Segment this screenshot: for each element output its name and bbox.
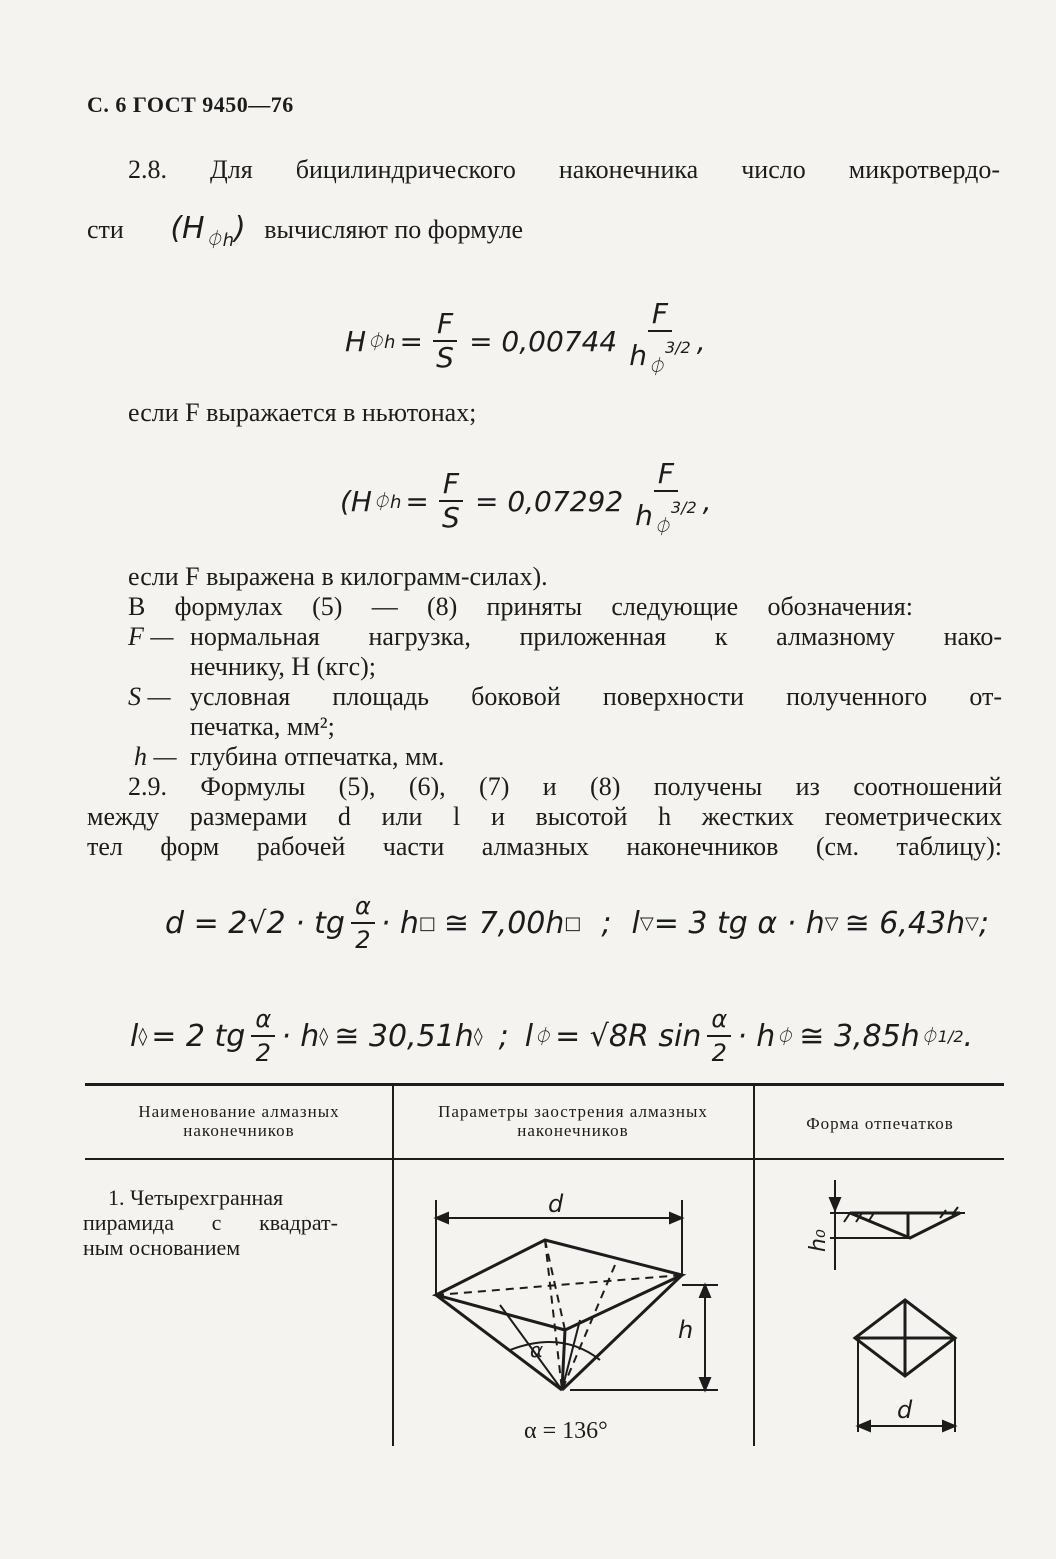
f4-b: = 2 tg: [151, 1018, 246, 1054]
label-alpha: α: [530, 1338, 544, 1362]
note-newtons: если F выражается в ньютонах;: [128, 398, 477, 427]
p28-symbol-sub: ⏀h: [204, 230, 235, 251]
f2-den2: [635, 492, 697, 542]
f3-b-sub: □: [418, 912, 436, 934]
formula-4: [130, 1005, 973, 1067]
f3-c-sub: □: [564, 912, 582, 934]
p29-line3: тел форм рабочей части алмазных наконечников (см. таблицу):: [87, 832, 1002, 861]
row1-name-line3: ным основанием: [83, 1235, 241, 1260]
p28-line2-b: вычисляют по формуле: [264, 215, 524, 244]
f4-frac2: [707, 1005, 731, 1067]
f3-frac: [351, 892, 375, 954]
p28-symbol: [170, 211, 246, 251]
p28-line2: [87, 211, 687, 256]
f2-frac2: [635, 457, 697, 542]
note-kgf: если F выражена в килограмм-силах).: [128, 562, 548, 591]
label-d2: d: [897, 1396, 913, 1424]
f3-d-sub: ▽: [639, 912, 654, 934]
f1-den2-sub: ⏀: [646, 357, 665, 378]
f4-h-sub: ⏀: [919, 1027, 938, 1048]
f3-f: ≅ 6,43h: [844, 905, 966, 941]
formula-1: [345, 297, 706, 382]
f4-h: ≅ 3,85h: [799, 1018, 920, 1054]
f1-num2: F: [648, 300, 672, 332]
f1-lhs: H: [345, 324, 367, 358]
f3-a: d = 2√2 · tg: [165, 905, 345, 941]
f2-den1: S: [442, 501, 460, 534]
p28-line2-a: сти: [87, 215, 124, 244]
f3-e: = 3 tg α · h: [653, 905, 825, 941]
p28-symbol-h: (H: [170, 211, 205, 246]
f4-num1: α: [251, 1005, 275, 1037]
table-col-divider-1: [392, 1086, 394, 1446]
f4-end: .: [963, 1018, 974, 1054]
def-f-line2: нечнику, Н (кгс);: [190, 652, 377, 681]
f2-eq: =: [405, 484, 429, 518]
f3-c: ≅ 7,00h: [443, 905, 565, 941]
f3-num: α: [351, 892, 375, 924]
th-name: Наименование алмазных наконечников: [138, 1102, 340, 1140]
formula-2: [340, 457, 712, 542]
def-h-term: h —: [134, 742, 177, 771]
label-h0: h₀: [806, 1229, 831, 1252]
f2-den2-h: h: [635, 499, 653, 532]
f4-den2: 2: [711, 1039, 727, 1067]
f2-den2-sup: 3/2: [670, 498, 697, 517]
f4-den1: 2: [255, 1039, 271, 1067]
f1-den2: [629, 332, 691, 382]
f2-frac1: [439, 467, 463, 534]
th-params: Параметры заострения алмазных наконечников: [438, 1102, 708, 1140]
row1-name-line1: 1. Четырехгранная: [108, 1185, 284, 1210]
f1-lhs-sub: ⏀h: [366, 332, 396, 353]
f4-num2: α: [707, 1005, 731, 1037]
f3-b: · h: [380, 905, 419, 941]
f4-a: l: [130, 1018, 139, 1054]
f2-tail: ,: [702, 484, 712, 518]
f1-frac2: [629, 297, 691, 382]
f2-coef: = 0,07292: [474, 484, 624, 518]
row1-name-line2: пирамида с квадрат-: [83, 1210, 338, 1235]
p28-line1: 2.8. Для бицилиндрического наконечника число микротвердо-: [128, 155, 1000, 184]
def-s-term: S —: [128, 682, 171, 711]
f1-den2-h: h: [629, 339, 647, 372]
f3-end: ;: [978, 905, 990, 941]
f1-coef: = 0,00744: [469, 324, 618, 358]
f4-c: · h: [281, 1018, 320, 1054]
f4-e: l: [524, 1018, 534, 1054]
th-shape: Форма отпечатков: [806, 1114, 954, 1133]
f4-h-sup: 1/2: [937, 1026, 964, 1046]
f3-sep: ;: [601, 905, 612, 941]
f4-d: ≅ 30,51h: [334, 1018, 474, 1054]
table-header-rule: [85, 1158, 1004, 1160]
def-s-line2: печатка, мм²;: [190, 712, 335, 741]
f4-c-sub: ◊: [319, 1025, 329, 1047]
f2-num2: F: [654, 460, 678, 492]
formula-3: [165, 892, 989, 954]
table-top-rule: [85, 1083, 1004, 1086]
legend-intro: В формулах (5) — (8) приняты следующие обозначения:: [128, 592, 913, 621]
label-h: h: [678, 1316, 694, 1344]
f2-num1: F: [439, 470, 463, 502]
f1-tail: ,: [696, 324, 706, 358]
f3-e-sub: ▽: [824, 912, 839, 934]
def-f-term: F —: [128, 622, 174, 651]
table-col-divider-2: [753, 1086, 755, 1446]
f1-frac1: [433, 307, 457, 374]
f3-den: 2: [355, 926, 371, 954]
f1-eq: =: [399, 324, 423, 358]
f1-den2-sup: 3/2: [664, 338, 691, 357]
f4-g-sub: ⏀: [775, 1027, 794, 1048]
f4-f: = √8R sin: [555, 1018, 702, 1054]
label-angle: α = 136°: [524, 1418, 608, 1444]
f4-frac1: [251, 1005, 275, 1067]
f2-den2-sub: ⏀: [652, 517, 671, 538]
f3-d: l: [631, 905, 640, 941]
f4-d-sub: ◊: [473, 1025, 483, 1047]
def-f-line1: нормальная нагрузка, приложенная к алмазному нако-: [190, 622, 1002, 651]
f2-lhs-sub: ⏀h: [371, 492, 402, 513]
f4-e-sub: ⏀: [533, 1027, 552, 1048]
f4-g: · h: [737, 1018, 776, 1054]
f1-num1: F: [433, 310, 457, 342]
imprint-diagram: [790, 1170, 990, 1450]
p29-line1: 2.9. Формулы (5), (6), (7) и (8) получены из соотношений: [128, 772, 1002, 801]
f4-a-sub: ◊: [138, 1025, 148, 1047]
p28-symbol-close: ): [234, 211, 246, 246]
p29-line2: между размерами d или l и высотой h жестких геометрических: [87, 802, 1002, 831]
label-d: d: [548, 1190, 564, 1218]
f2-lhs: (H: [340, 484, 372, 518]
f3-f-sub: ▽: [965, 912, 979, 934]
f1-den1: S: [436, 341, 454, 374]
page-header: С. 6 ГОСТ 9450—76: [87, 92, 294, 117]
f4-sep: ;: [498, 1018, 509, 1054]
def-h-line1: глубина отпечатка, мм.: [190, 742, 445, 771]
def-s-line1: условная площадь боковой поверхности полученного от-: [190, 682, 1002, 711]
